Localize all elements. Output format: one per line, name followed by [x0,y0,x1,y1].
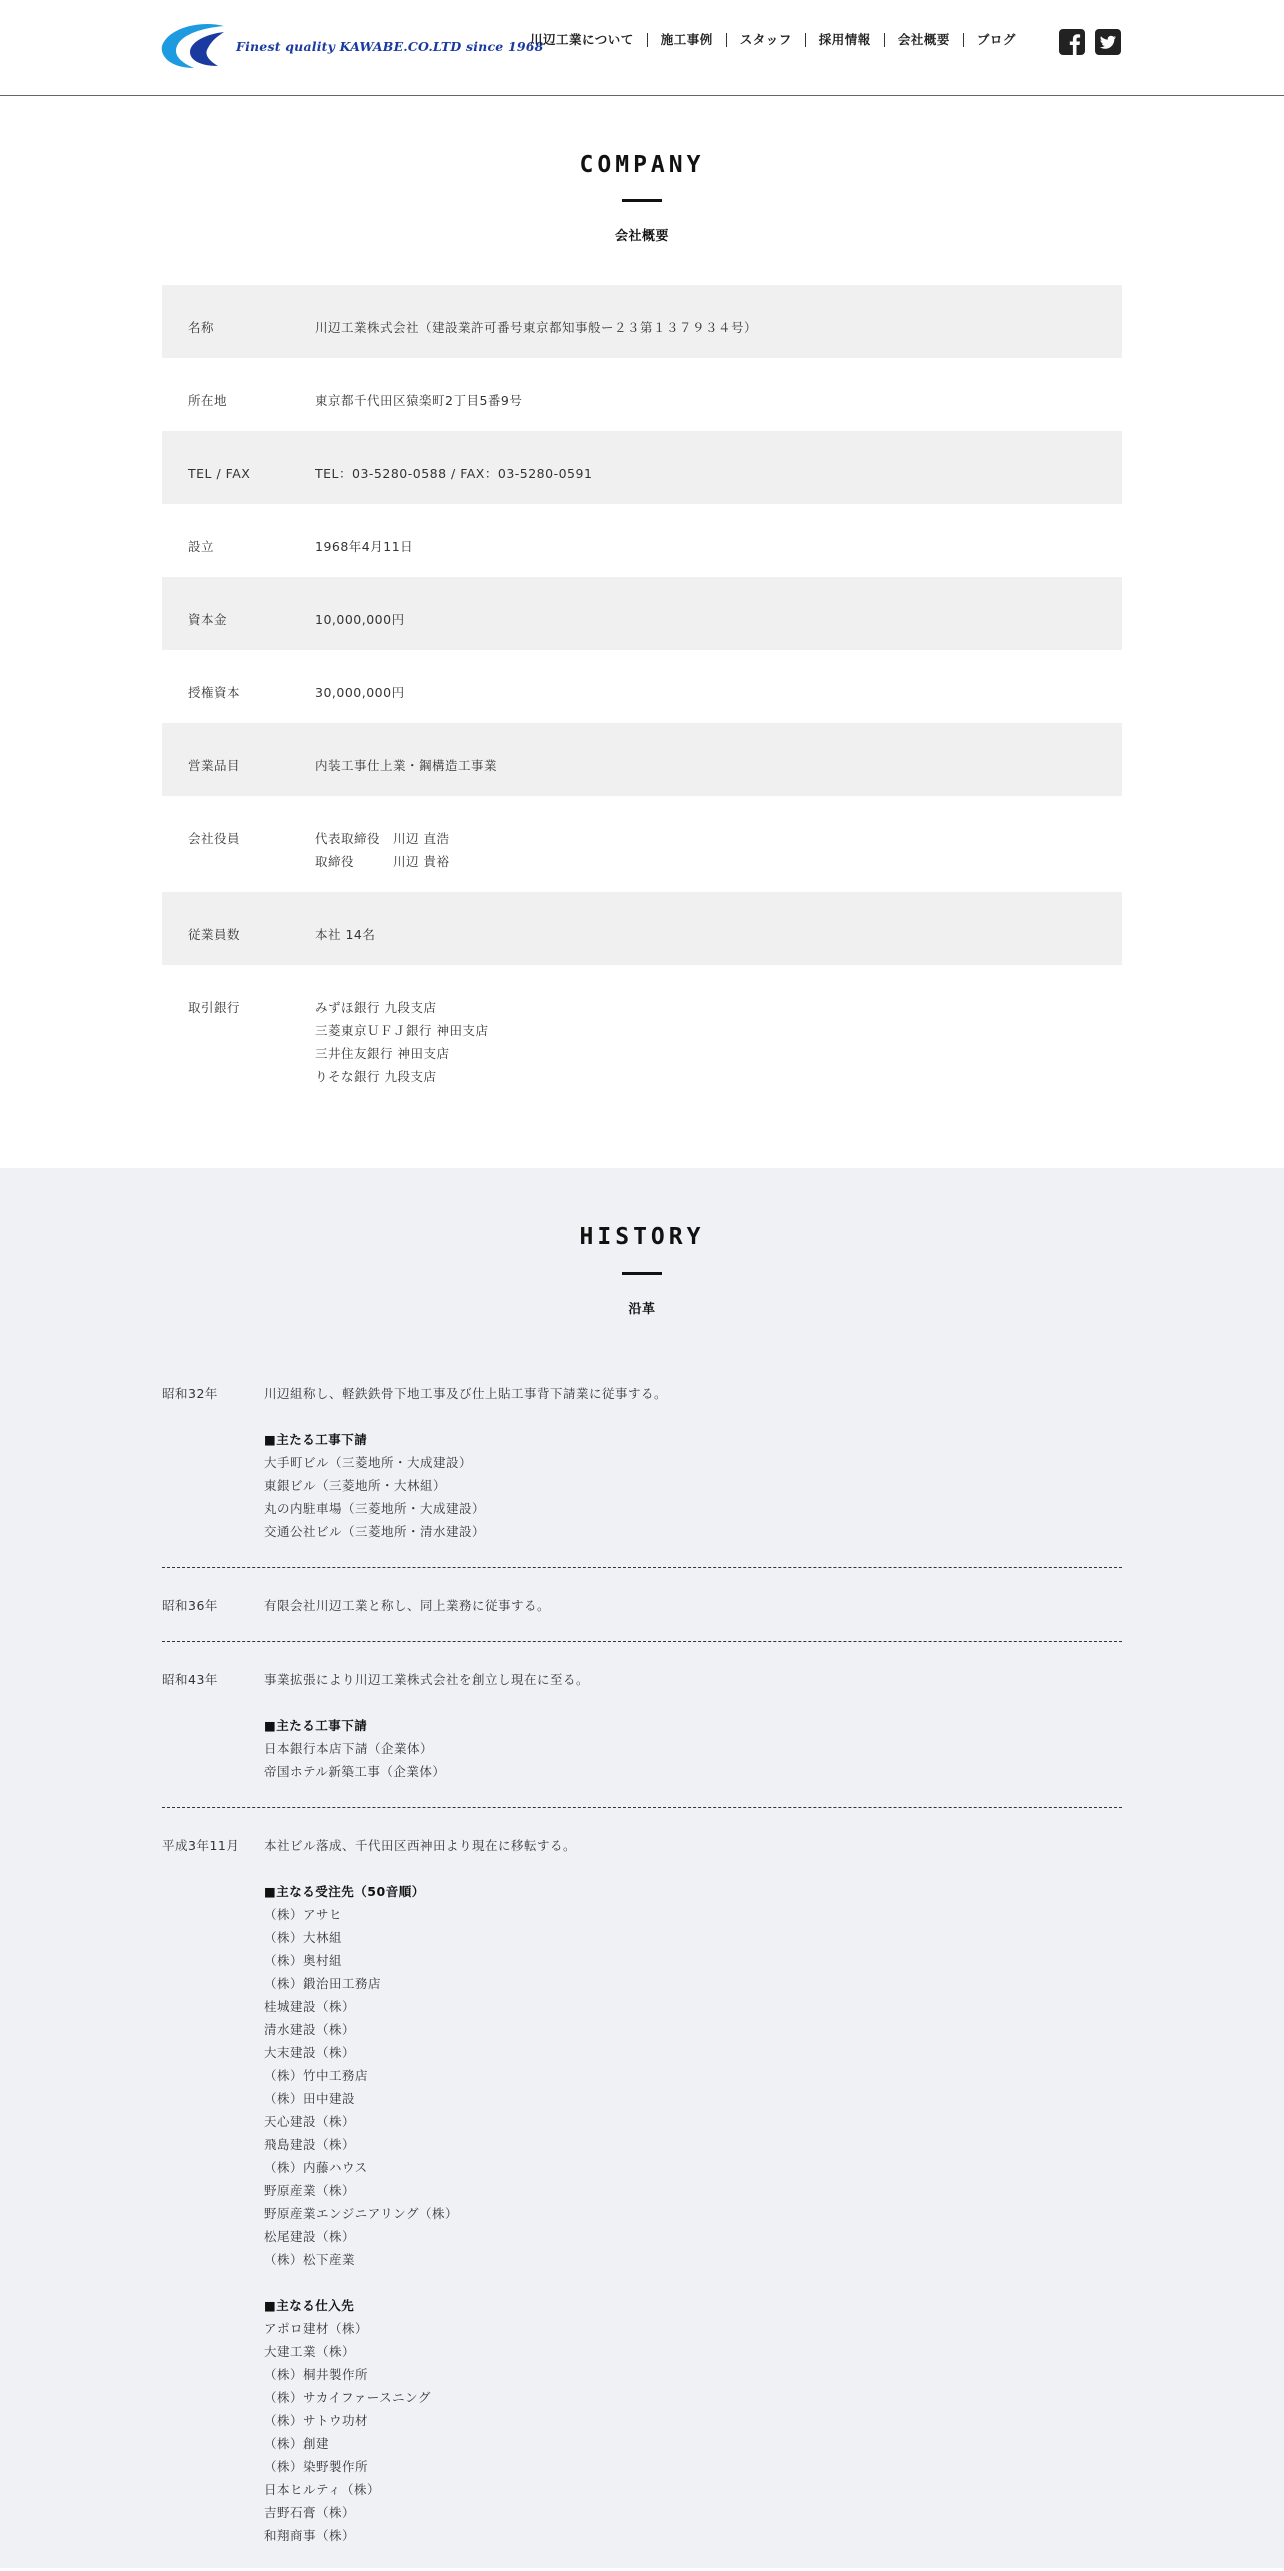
history-group-item: （株）田中建設 [264,2091,356,2106]
nav-item-company[interactable]: 会社概要 [885,33,964,47]
history-title-bar [622,1272,662,1275]
history-group-item: 大末建設（株） [264,2045,356,2060]
company-row-label: 設立 [188,539,215,554]
company-row-value-line: 三菱東京ＵＦＪ銀行 神田支店 [315,1023,489,1038]
company-row-value-line: 三井住友銀行 神田支店 [315,1046,450,1061]
spacer [264,1405,1122,1428]
history-group-item: （株）鍛治田工務店 [264,1976,382,1991]
history-title: HISTORY [579,1224,705,1250]
history-group-item: 帝国ホテル新築工事（企業体） [264,1764,446,1779]
facebook-icon[interactable] [1059,29,1085,55]
history-group-item: （株）松下産業 [264,2252,356,2267]
company-row-label: 名称 [188,320,215,335]
history-year: 昭和32年 [162,1386,218,1401]
company-row-value-line: TEL：03-5280-0588 / FAX：03-5280-0591 [315,466,593,481]
social-links [1059,29,1121,55]
history-group-item: （株）アサヒ [264,1907,343,1922]
company-row-value-line: 取締役 川辺 貴裕 [315,854,450,869]
company-row-value [315,681,1122,704]
company-row-label: TEL / FAX [188,466,251,481]
history-group-item: （株）桐井製作所 [264,2367,369,2382]
company-row-value-line: 1968年4月11日 [315,539,414,554]
history-group-item: 松尾建設（株） [264,2229,356,2244]
history-group-item: （株）竹中工務店 [264,2068,369,2083]
history-group-heading: ■主なる仕入先 [264,2298,355,2313]
company-row [162,965,1122,1115]
history-group-item: 吉野石膏（株） [264,2505,356,2520]
company-row-value [315,535,1122,558]
history-entry [162,1382,1122,1567]
history-group-item: 丸の内駐車場（三菱地所・大成建設） [264,1501,486,1516]
history-group-item: 日本ヒルティ（株） [264,2482,381,2497]
history-subtitle: 沿革 [628,1302,656,1317]
logo-mark-icon [160,22,226,70]
history-year: 昭和36年 [162,1598,218,1613]
spacer [264,1857,1122,1880]
company-row-label: 授権資本 [188,685,241,700]
history-group-item: （株）大林組 [264,1930,343,1945]
history-group-item: 大手町ビル（三菱地所・大成建設） [264,1455,473,1470]
company-row-value-line: 10,000,000円 [315,612,405,627]
history-group-item: 東銀ビル（三菱地所・大林組） [264,1478,447,1493]
nav-item-about[interactable]: 川辺工業について [530,33,648,47]
history-section [0,1168,1284,2568]
company-row [162,723,1122,796]
company-row-label: 所在地 [188,393,228,408]
history-group-heading: ■主たる工事下請 [264,1432,368,1447]
history-text: 事業拡張により川辺工業株式会社を創立し現在に至る。 [264,1672,590,1687]
twitter-icon[interactable] [1095,29,1121,55]
company-row [162,650,1122,723]
company-row-value-line: みずほ銀行 九段支店 [315,1000,437,1015]
history-entry [162,1807,1122,2571]
company-row-value [315,996,1122,1088]
site-logo[interactable] [160,22,544,70]
company-row [162,431,1122,504]
nav-item-works[interactable]: 施工事例 [648,33,727,47]
history-group-item: （株）創建 [264,2436,330,2451]
history-group-item: 大建工業（株） [264,2344,356,2359]
history-group-item: 桂城建設（株） [264,1999,356,2014]
history-text: 川辺組称し、軽鉄鉄骨下地工事及び仕上貼工事背下請業に従事する。 [264,1386,668,1401]
company-row [162,892,1122,965]
history-group-item: 清水建設（株） [264,2022,356,2037]
spacer [264,1691,1122,1714]
history-group-item: 交通公社ビル（三菱地所・清水建設） [264,1524,486,1539]
history-group-heading: ■主たる工事下請 [264,1718,368,1733]
history-entry [162,1641,1122,1807]
history-group-item: 天心建設（株） [264,2114,356,2129]
history-body [264,1834,1122,2547]
company-row [162,504,1122,577]
history-group-item: 飛島建設（株） [264,2137,356,2152]
company-row-label: 営業品目 [188,758,241,773]
company-subtitle: 会社概要 [614,229,669,244]
history-entry [162,1567,1122,1641]
history-year: 昭和43年 [162,1672,218,1687]
history-group-item: 野原産業（株） [264,2183,356,2198]
history-group-item: 日本銀行本店下請（企業体） [264,1741,434,1756]
company-row [162,285,1122,358]
company-row-value-line: 東京都千代田区猿楽町2丁目5番9号 [315,393,523,408]
history-text: 本社ビル落成、千代田区西神田より現在に移転する。 [264,1838,577,1853]
company-row [162,358,1122,431]
company-row-value [315,316,1122,339]
nav-item-blog[interactable]: ブログ [976,32,1016,47]
history-group-heading: ■主なる受注先（50音順） [264,1884,425,1899]
history-group-item: （株）サトウ功材 [264,2413,369,2428]
nav-item-staff[interactable]: スタッフ [727,33,806,47]
company-row-value-line: 本社 14名 [315,927,376,942]
logo-tagline: Finest quality KAWABE.CO.LTD since 1968 [236,38,544,54]
company-row [162,577,1122,650]
history-group-item: 和翔商事（株） [264,2528,356,2543]
nav-item-recruit[interactable]: 採用情報 [806,33,885,47]
history-group-item: （株）奥村組 [264,1953,343,1968]
company-row-value [315,754,1122,777]
company-row-value [315,923,1122,946]
company-row-label: 従業員数 [188,927,241,942]
site-header [0,0,1284,96]
main-nav [530,33,1029,47]
company-row-value-line: 30,000,000円 [315,685,405,700]
company-row-value-line: りそな銀行 九段支店 [315,1069,437,1084]
history-body [264,1668,1122,1783]
company-row-label: 資本金 [188,612,228,627]
spacer [264,2271,1122,2294]
company-row-label: 会社役員 [188,831,241,846]
history-body [264,1382,1122,1543]
history-text: 有限会社川辺工業と称し、同上業務に従事する。 [264,1598,551,1613]
history-group-item: （株）サカイファースニング [264,2390,431,2405]
company-row-value-line: 代表取締役 川辺 直浩 [315,831,450,846]
company-row-value [315,389,1122,412]
history-list [162,1382,1122,2571]
history-group-item: アポロ建材（株） [264,2321,369,2336]
company-row-value [315,462,1122,485]
company-row-label: 取引銀行 [188,1000,241,1015]
company-title-bar [622,199,662,202]
company-row-value [315,827,1122,873]
history-year: 平成3年11月 [162,1838,240,1853]
history-group-item: （株）内藤ハウス [264,2160,368,2175]
company-row-value [315,608,1122,631]
company-row-value-line: 内装工事仕上業・鋼構造工事業 [315,758,498,773]
company-row [162,796,1122,892]
history-group-item: 野原産業エンジニアリング（株） [264,2206,458,2221]
company-row-value-line: 川辺工業株式会社（建設業許可番号東京都知事般ー２３第１３７９３４号） [315,320,758,335]
history-body [264,1594,1122,1617]
history-group-item: （株）染野製作所 [264,2459,369,2474]
company-title: COMPANY [579,152,705,178]
company-info-table [162,285,1122,1115]
